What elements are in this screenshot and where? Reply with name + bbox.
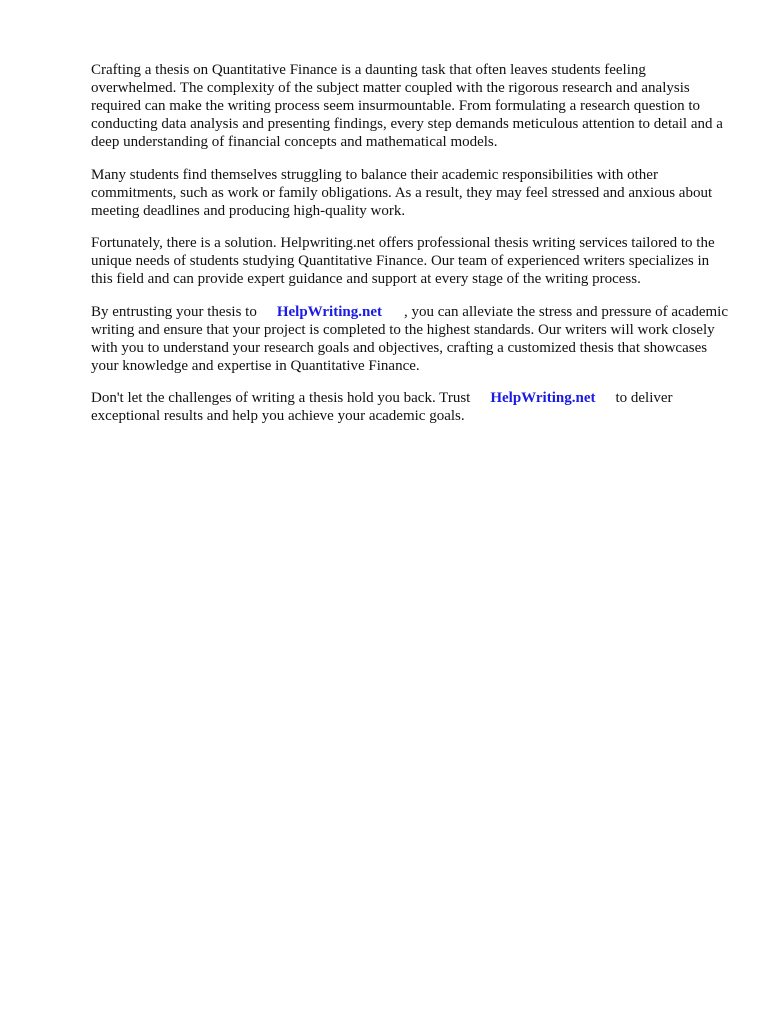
paragraph-struggles: Many students find themselves struggling to balance their academic responsibilities with other commitments, such as work or family obligations. As a result, they may feel stressed and anxious about meeting deadlines and producing high-quality work.	[91, 166, 713, 219]
document-body	[91, 61, 731, 440]
paragraph-solution: Fortunately, there is a solution. Helpwriting.net offers professional thesis writing services tailored to the unique needs of students studying Quantitative Finance. Our team of experienced writers specializes in this field and can provide expert guidance and support at every stage of the writing process.	[91, 235, 715, 287]
paragraph-closing	[91, 389, 731, 425]
helpwriting-link[interactable]: HelpWriting.net	[276, 303, 382, 320]
paragraph-closing-lead: Don't let the challenges of writing a thesis hold you back. Trust	[91, 390, 471, 406]
paragraph-entrusting-rest: , you can alleviate the stress and pressure of academic writing and ensure that your project is completed to the highest standards. Our writers will work closely with you to understand your research goals and objectives, crafting a customized thesis that showcases your knowledge and expertise in Quantitative Finance.	[91, 303, 728, 374]
paragraph-closing-rest: to deliver exceptional results and help you achieve your academic goals.	[91, 390, 673, 424]
paragraph-intro: Crafting a thesis on Quantitative Finance is a daunting task that often leaves students feeling overwhelmed. The complexity of the subject matter coupled with the rigorous research and analysis required can make the writing process seem insurmountable. From formulating a research question to conducting data analysis and presenting findings, every step demands meticulous attention to detail and a deep understanding of financial concepts and mathematical models.	[91, 62, 723, 150]
paragraph-entrusting-lead: By entrusting your thesis to	[91, 303, 257, 320]
paragraph-entrusting	[91, 303, 731, 375]
helpwriting-link-closing[interactable]: HelpWriting.net	[490, 390, 596, 406]
